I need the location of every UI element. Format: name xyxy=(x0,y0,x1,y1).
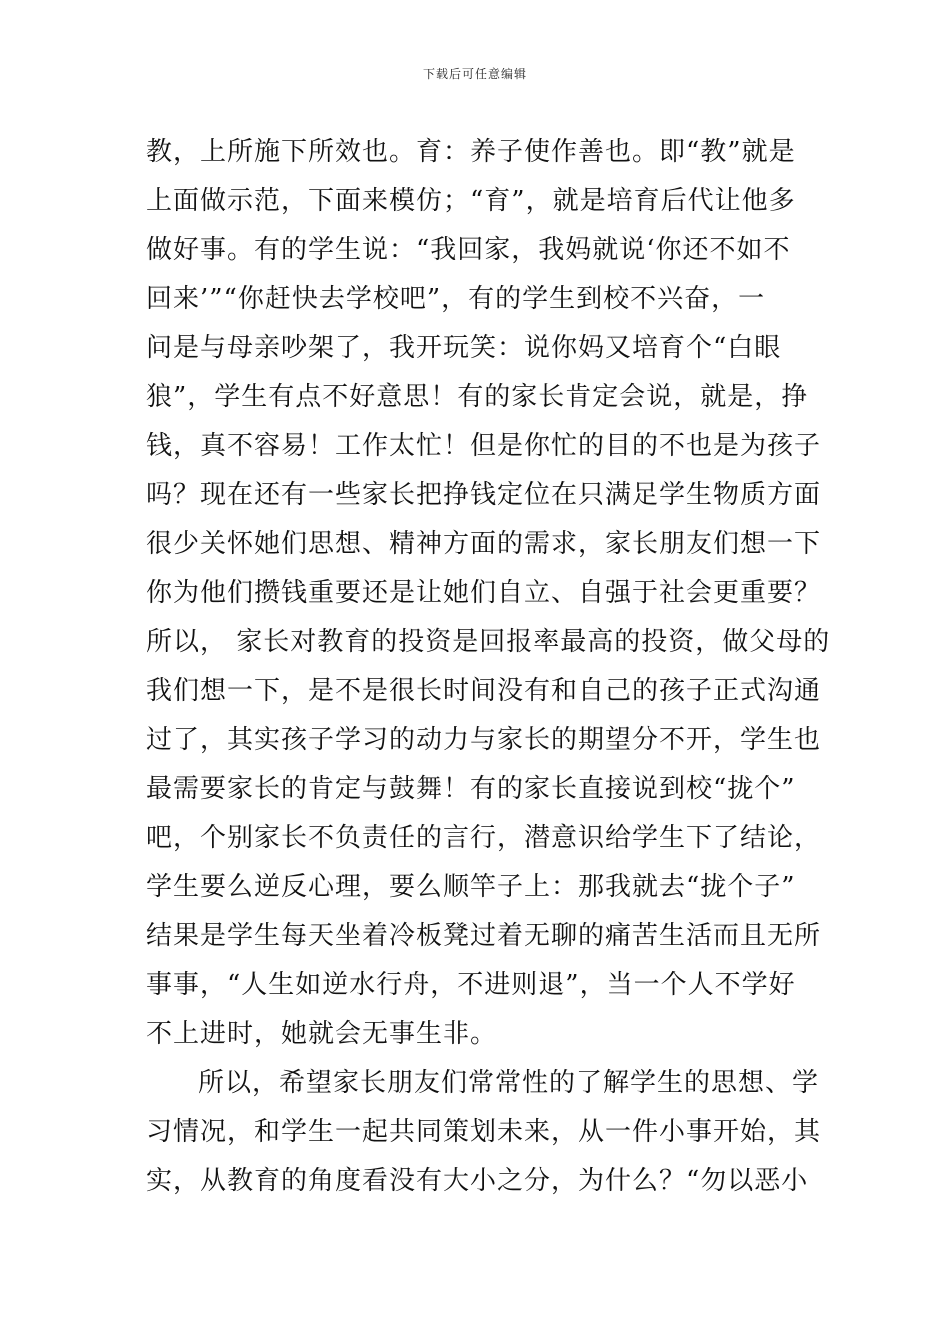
paragraph-start-line: 所以，希望家长朋友们常常性的了解学生的思想、学 xyxy=(198,1068,820,1098)
text-line: 钱，真不容易！工作太忙！但是你忙的目的不也是为孩子 xyxy=(146,431,822,461)
text-line: 事事，“人生如逆水行舟，不进则退”，当一个人不学好 xyxy=(146,970,796,1000)
text-line: 吧，个别家长不负责任的言行，潜意识给学生下了结论， xyxy=(146,823,822,853)
text-line: 你为他们攒钱重要还是让她们自立、自强于社会更重要？ xyxy=(146,578,822,608)
text-line: 实，从教育的角度看没有大小之分，为什么？“勿以恶小 xyxy=(146,1166,809,1196)
text-line: 上面做示范，下面来模仿；“育”，就是培育后代让他多 xyxy=(146,186,796,216)
text-line: 学生要么逆反心理，要么顺竿子上：那我就去“拢个子” xyxy=(146,872,796,902)
text-line: 我们想一下，是不是很长时间没有和自己的孩子正式沟通 xyxy=(146,676,822,706)
text-line: 教，上所施下所效也。育：养子使作善也。即“教”就是 xyxy=(146,137,796,167)
text-line: 做好事。有的学生说：“我回家，我妈就说‘你还不如不 xyxy=(146,235,791,265)
text-line: 所以， 家长对教育的投资是回报率最高的投资，做父母的 xyxy=(146,627,831,657)
text-line: 问是与母亲吵架了，我开玩笑：说你妈又培育个“白眼 xyxy=(146,333,782,363)
text-line: 回来’”“你赶快去学校吧”，有的学生到校不兴奋，一 xyxy=(146,284,766,314)
text-line: 不上进时，她就会无事生非。 xyxy=(146,1019,498,1049)
page-header: 下载后可任意编辑 xyxy=(422,67,527,81)
text-line: 过了，其实孩子学习的动力与家长的期望分不开，学生也 xyxy=(146,725,822,755)
text-line: 最需要家长的肯定与鼓舞！有的家长直接说到校“拢个” xyxy=(146,774,796,804)
text-line: 很少关怀她们思想、精神方面的需求，家长朋友们想一下 xyxy=(146,529,822,559)
text-line: 吗？现在还有一些家长把挣钱定位在只满足学生物质方面 xyxy=(146,480,822,510)
body-text xyxy=(146,128,831,1206)
text-line: 习情况，和学生一起共同策划未来，从一件小事开始，其 xyxy=(146,1117,822,1147)
text-line: 狼”，学生有点不好意思！有的家长肯定会说，就是，挣 xyxy=(146,382,809,412)
text-line: 结果是学生每天坐着冷板凳过着无聊的痛苦生活而且无所 xyxy=(146,921,822,951)
